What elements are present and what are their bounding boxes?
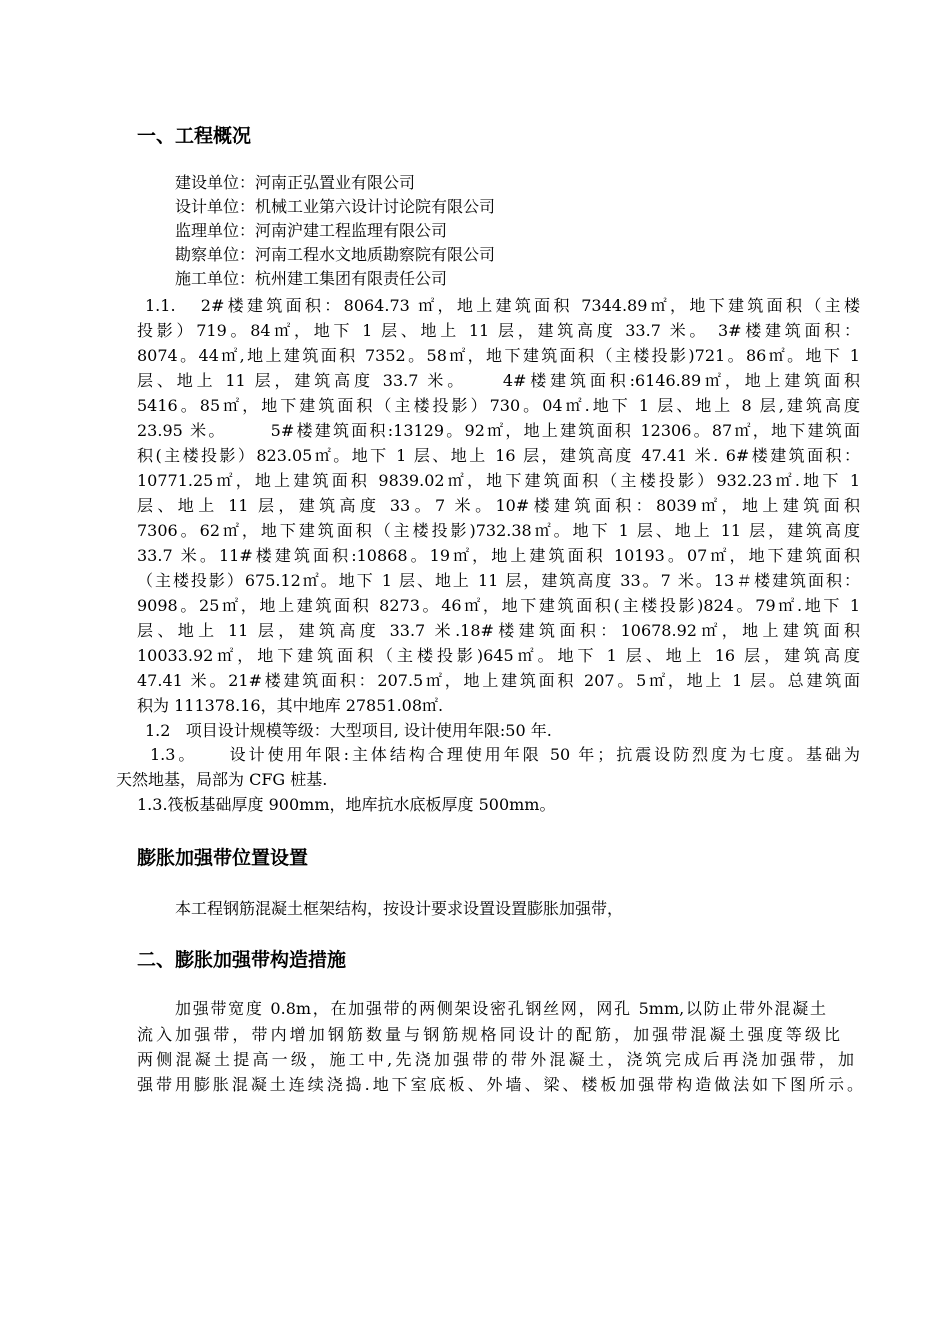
construction-owner: 建设单位：河南正弘置业有限公司 — [175, 173, 416, 192]
paragraph-1-1-line: 8074。44㎡,地上建筑面积 7352。58㎡，地下建筑面积（主楼投影)721。86㎡。地下 1 — [137, 346, 860, 365]
paragraph-1-1-line: 33.7 米。11#楼建筑面积:10868。19㎡，地上建筑面积 10193。07㎡，地下建筑面积 — [137, 546, 860, 565]
paragraph-1-1-line: 积(主楼投影）823.05㎡。地下 1 层、地上 16 层，建筑高度 47.41 米. 6#楼建筑面积： — [137, 446, 860, 465]
survey-unit: 勘察单位：河南工程水文地质勘察院有限公司 — [175, 245, 496, 264]
contractor-unit: 施工单位：杭州建工集团有限责任公司 — [175, 269, 448, 288]
paragraph-section-2-line: 流入加强带，带内增加钢筋数量与钢筋规格同设计的配筋，加强带混凝土强度等级比 — [137, 1025, 840, 1044]
paragraph-1-1-line: 47.41 米。21#楼建筑面积：207.5㎡，地上建筑面积 207。5㎡，地上 1 层。总建筑面 — [137, 671, 860, 690]
paragraph-1-1-line: 层、地上 11 层，建筑高度 33。7 米。10#楼建筑面积：8039㎡，地上建筑面积 — [137, 496, 860, 515]
paragraph-1-1-line: （主楼投影）675.12㎡。地下 1 层、地上 11 层，建筑高度 33。7 米。13＃楼建筑面积： — [137, 571, 860, 590]
paragraph-1-3-line: 天然地基，局部为 CFG 桩基. — [116, 770, 328, 789]
supervision-unit: 监理单位：河南沪建工程监理有限公司 — [175, 221, 448, 240]
paragraph-1-1-last-line: 积为 111378.16，其中地库 27851.08㎡. — [137, 696, 444, 715]
paragraph-section-2-line: 强带用膨胀混凝土连续浇捣.地下室底板、外墙、梁、楼板加强带构造做法如下图所示。 — [137, 1075, 863, 1094]
paragraph-section-2-line: 两侧混凝土提高一级，施工中,先浇加强带的带外混凝土，浇筑完成后再浇加强带，加 — [137, 1050, 854, 1069]
paragraph-1-1-line: 层、地上 11 层，建筑高度 33.7 米.18#楼建筑面积：10678.92㎡，地上建筑面积 — [137, 621, 860, 640]
paragraph-1-1-line: 投影）719。84㎡，地下 1 层、地上 11 层，建筑高度 33.7 米。 3#楼建筑面积： — [137, 321, 860, 340]
paragraph-1-2: 1.2 项目设计规模等级：大型项目, 设计使用年限:50 年. — [145, 721, 552, 740]
paragraph-1-1-line: 层、地上 11 层，建筑高度 33.7 米。 4#楼建筑面积:6146.89㎡，地上建筑面积 — [137, 371, 860, 390]
paragraph-1-1-line: 7306。62㎡，地下建筑面积（主楼投影)732.38㎡。地下 1 层、地上 11 层，建筑高度 — [137, 521, 860, 540]
paragraph-1-1-line: 1.1. 2#楼建筑面积：8064.73 ㎡，地上建筑面积 7344.89㎡，地下建筑面积（主楼 — [145, 296, 860, 315]
paragraph-1-1-line: 10033.92㎡，地下建筑面积（主楼投影)645㎡。地下 1 层、地上 16 层，建筑高度 — [137, 646, 860, 665]
band-position-heading: 膨胀加强带位置设置 — [137, 847, 309, 869]
paragraph-1-1-line: 5416。85㎡，地下建筑面积（主楼投影）730。04㎡.地下 1 层、地上 8 层,建筑高度 — [137, 396, 860, 415]
design-unit: 设计单位：机械工业第六设计讨论院有限公司 — [175, 197, 496, 216]
paragraph-1-1-line: 10771.25㎡，地上建筑面积 9839.02㎡，地下建筑面积（主楼投影）932.23㎡.地下 1 — [137, 471, 860, 490]
section-1-heading: 一、工程概况 — [137, 125, 252, 147]
paragraph-1-1-line: 9098。25㎡，地上建筑面积 8273。46㎡，地下建筑面积(主楼投影)824。79㎡.地下 1 — [137, 596, 860, 615]
band-position-text: 本工程钢筋混凝土框架结构，按设计要求设置设置膨胀加强带， — [175, 899, 624, 918]
paragraph-section-2-line: 加强带宽度 0.8m，在加强带的两侧架设密孔钢丝网，网孔 5mm,以防止带外混凝土 — [175, 999, 826, 1018]
paragraph-1-1-line: 23.95 米。 5#楼建筑面积:13129。92㎡，地上建筑面积 12306。87㎡，地下建筑面 — [137, 421, 860, 440]
paragraph-1-3-line: 1.3。 设计使用年限:主体结构合理使用年限 50 年；抗震设防烈度为七度。基础为 — [150, 745, 860, 764]
paragraph-1-3-foundation: 1.3.筏板基础厚度 900mm，地库抗水底板厚度 500mm。 — [137, 795, 556, 814]
section-2-heading: 二、膨胀加强带构造措施 — [137, 949, 347, 971]
